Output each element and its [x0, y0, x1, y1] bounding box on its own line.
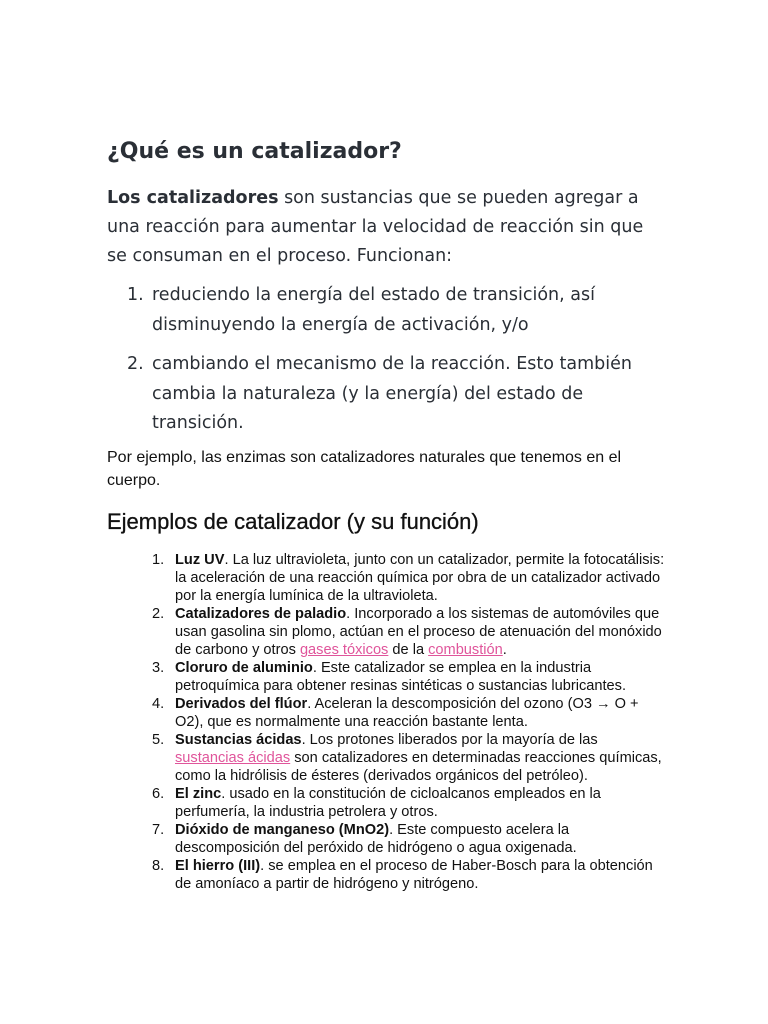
mechanism-list [107, 281, 667, 449]
sustancias-acidas-link[interactable]: sustancias ácidas [175, 750, 291, 766]
item-text: . Aceleran la descomposición del ozono (O3 → O + O2), que es normalmente una reacción bastante lenta. [175, 696, 639, 730]
list-text: cambiando el mecanismo de la reacción. Esto también cambia la naturaleza (y la energía) del estado de transición. [152, 354, 632, 433]
list-number: 6. [152, 786, 165, 802]
intro-paragraph [107, 184, 652, 271]
item-text: . Los protones liberados por la mayoría de las [301, 732, 598, 748]
page-title: ¿Qué es un catalizador? [107, 139, 402, 164]
item-text: . se emplea en el proceso de Haber-Bosch para la obtención de amoníaco a partir de hidrógeno y nitrógeno. [175, 858, 653, 892]
list-item [107, 857, 667, 893]
item-term: El zinc [175, 786, 222, 802]
list-item [107, 281, 667, 340]
list-item [107, 785, 667, 821]
list-number: 5. [152, 732, 165, 748]
gases-toxicos-link[interactable]: gases tóxicos [299, 642, 389, 658]
list-number: 1. [127, 285, 144, 305]
list-number: 7. [152, 822, 165, 838]
list-number: 8. [152, 858, 165, 874]
list-number: 4. [152, 696, 165, 712]
combustion-link[interactable]: combustión [428, 642, 503, 658]
list-item [107, 821, 667, 857]
item-text: . Este compuesto acelera la descomposición del peróxido de hidrógeno o agua oxigenada. [175, 822, 577, 856]
item-term: Catalizadores de paladio [175, 606, 347, 622]
list-number: 1. [152, 552, 165, 568]
list-number: 2. [152, 606, 165, 622]
item-text: . usado en la constitución de cicloalcanos empleados en la perfumería, la industria petrolera y otros. [175, 786, 601, 820]
list-text: reduciendo la energía del estado de transición, así disminuyendo la energía de activación, y/o [152, 285, 595, 335]
list-item [107, 695, 667, 731]
list-number: 2. [127, 354, 144, 374]
list-item [107, 551, 667, 605]
list-item [107, 605, 667, 659]
list-item [107, 659, 667, 695]
item-term: Luz UV [175, 552, 225, 568]
intro-text: son sustancias que se pueden agregar a una reacción para aumentar la velocidad de reacción sin que se consuman en el proceso. Funcionan: [107, 188, 644, 266]
item-text: son catalizadores en determinadas reacciones químicas, como la hidrólisis de ésteres (derivados orgánicos del petróleo). [175, 750, 662, 784]
item-text: de la [388, 642, 429, 658]
item-text: . Incorporado a los sistemas de automóviles que usan gasolina sin plomo, actúan en el proceso de atenuación del monóxido de carbono y otros [175, 606, 662, 658]
item-term: Dióxido de manganeso (MnO2) [175, 822, 390, 838]
list-item [107, 731, 667, 785]
example-paragraph: Por ejemplo, las enzimas son catalizadores naturales que tenemos en el cuerpo. [107, 449, 622, 489]
item-term: Cloruro de aluminio [175, 660, 313, 676]
section-title: Ejemplos de catalizador (y su función) [107, 509, 479, 534]
item-text: . La luz ultravioleta, junto con un catalizador, permite la fotocatálisis: la aceleración de una reacción química por obra de un catalizador activado por la energía lumínica de la ultravioleta. [175, 552, 665, 604]
item-term: Derivados del flúor [175, 696, 308, 712]
item-term: El hierro (III) [175, 858, 261, 874]
list-item [107, 350, 667, 439]
intro-bold-term: Los catalizadores [107, 188, 279, 208]
item-text: . Este catalizador se emplea en la industria petroquímica para obtener resinas sintéticas o sustancias lubricantes. [175, 660, 627, 694]
examples-list [107, 551, 667, 893]
list-number: 3. [152, 660, 165, 676]
item-text: . [502, 642, 507, 658]
item-term: Sustancias ácidas [175, 732, 302, 748]
